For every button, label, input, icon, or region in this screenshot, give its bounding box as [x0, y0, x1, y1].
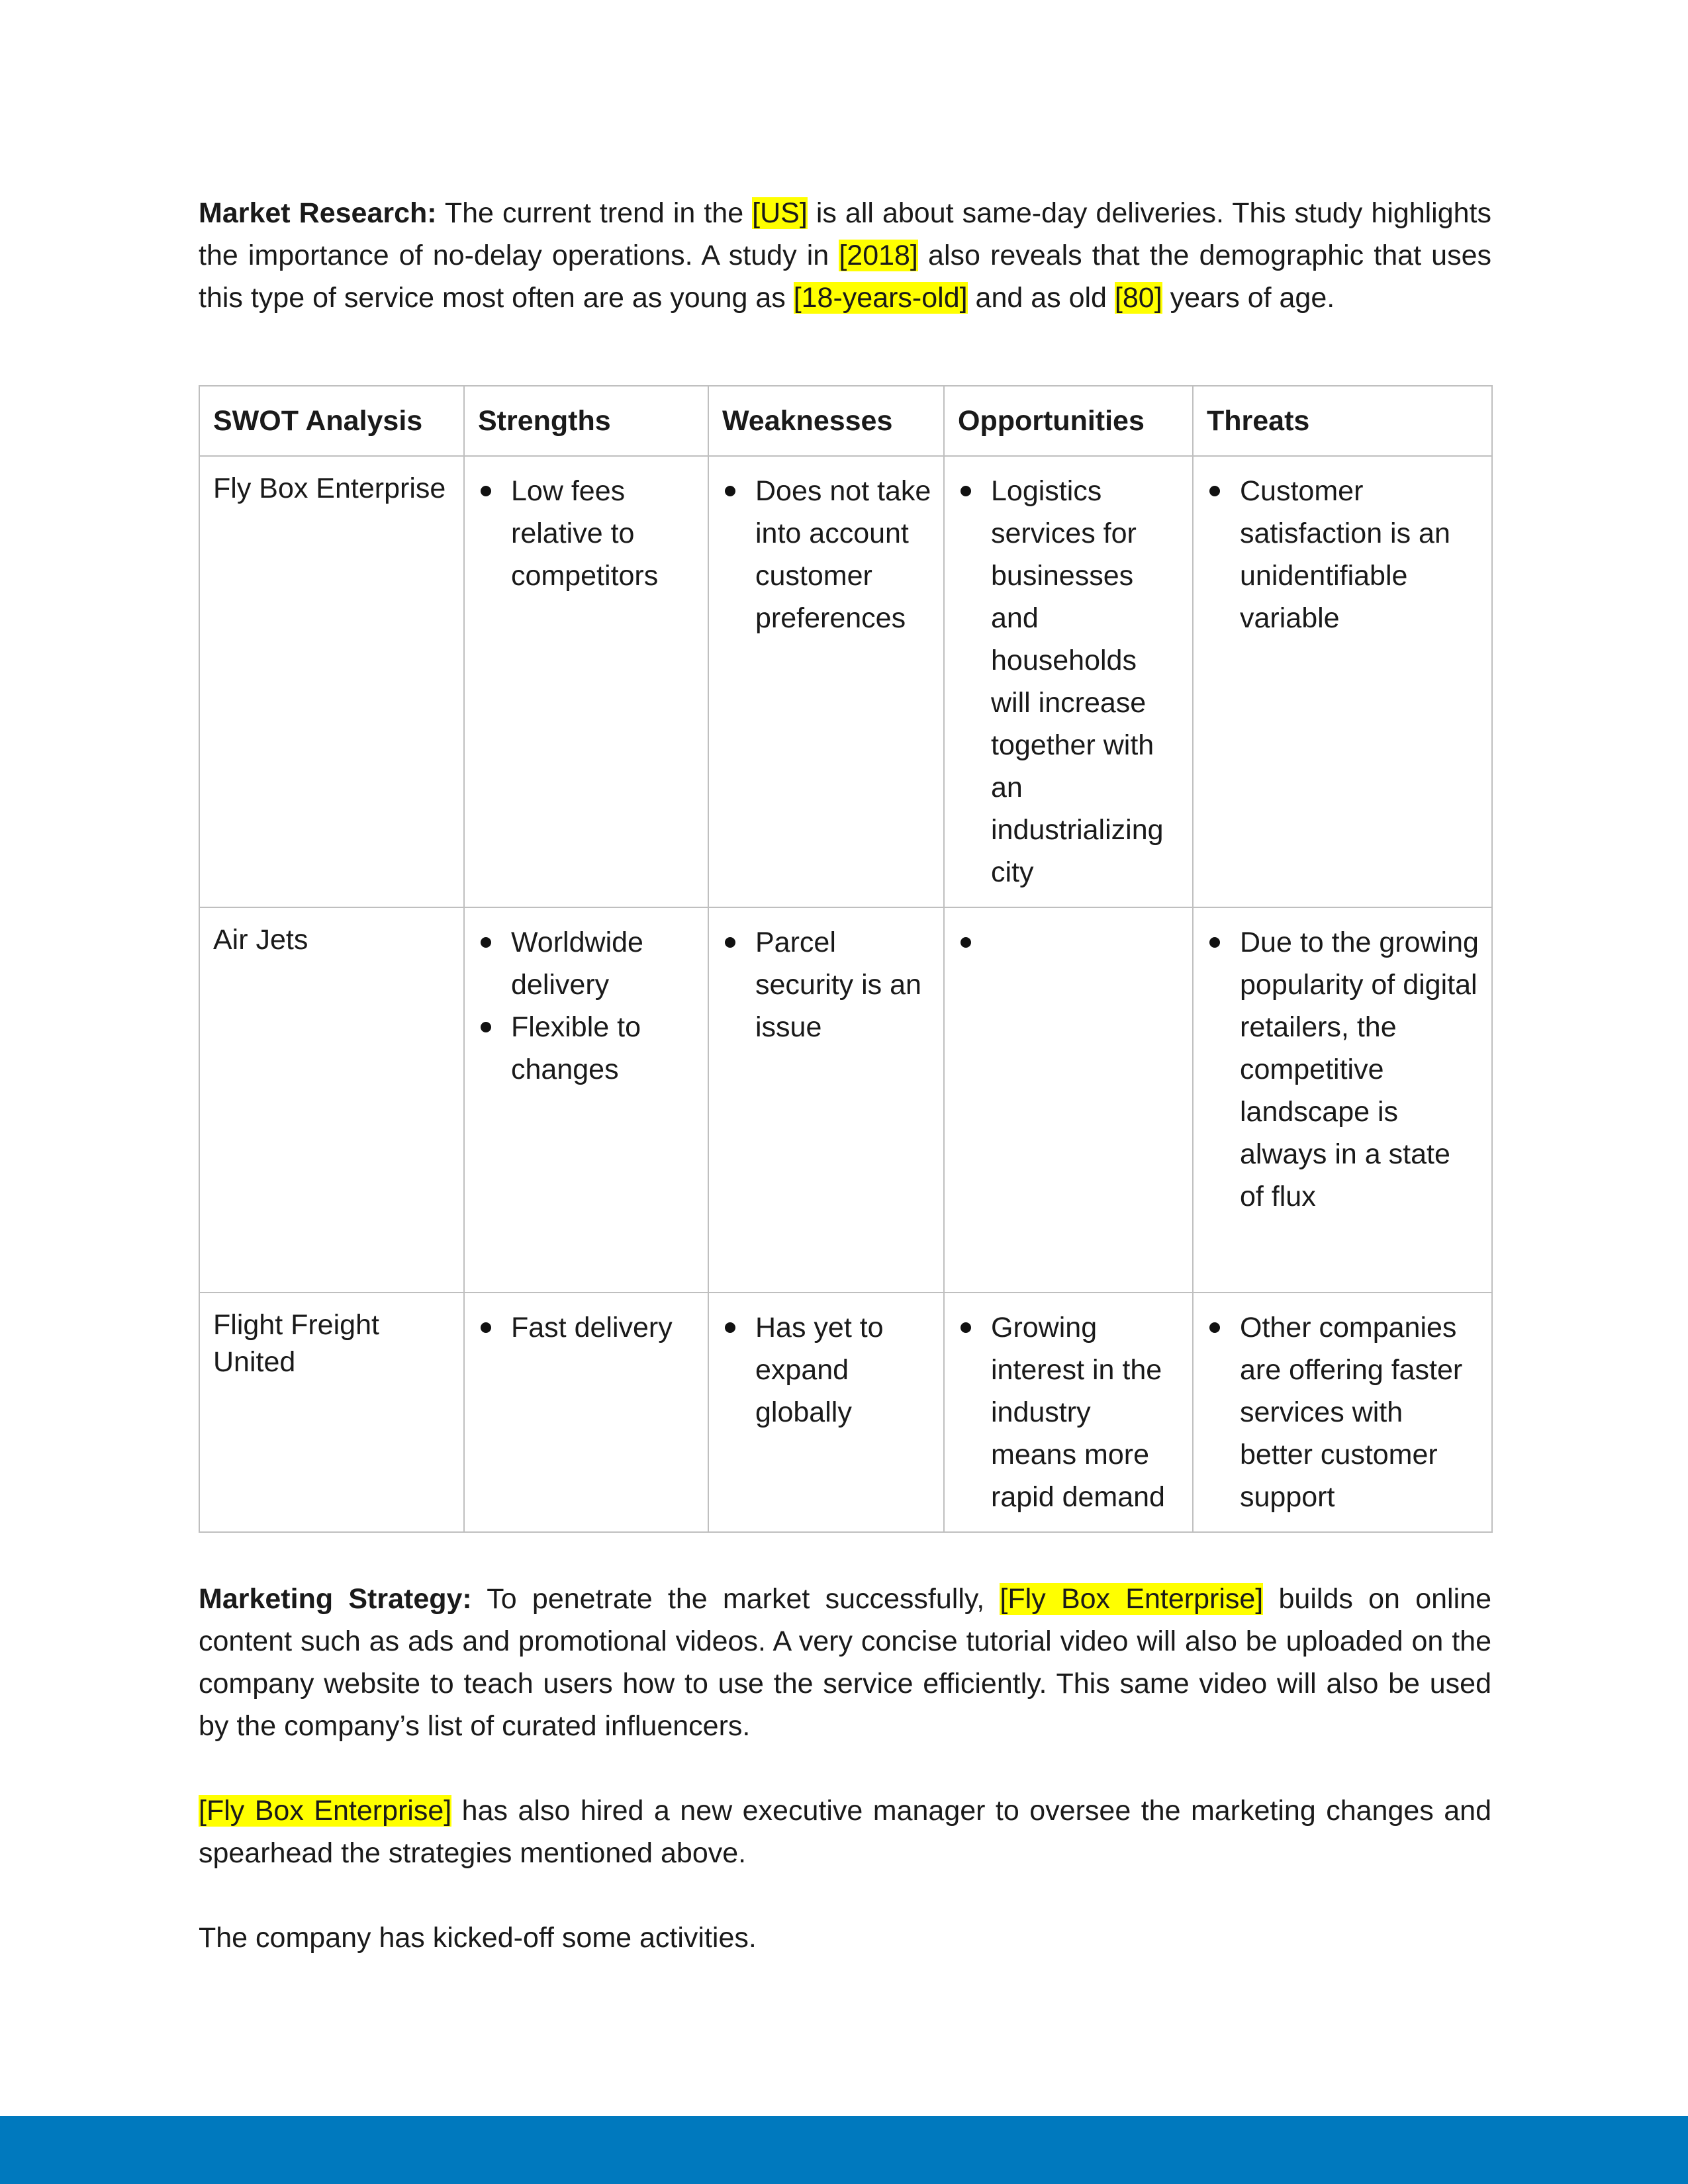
bullet-text: Does not take into account customer preferences — [755, 475, 931, 634]
text-run: is all about same-day deliveries. This study highlights the importance of no-delay operations. A study in — [199, 197, 1492, 271]
header-opportunities: Opportunities — [944, 386, 1193, 456]
highlight-company-name: [Fly Box Enterprise] — [1000, 1583, 1264, 1615]
market-research-paragraph — [199, 192, 1491, 319]
bullet-text: Parcel security is an issue — [755, 927, 921, 1043]
company-name: Flight Freight United — [213, 1309, 379, 1378]
bullet-icon — [481, 937, 491, 948]
list-item — [958, 470, 1180, 893]
text-run: To penetrate the market successfully, — [471, 1583, 1000, 1615]
text-run: The current trend in the — [436, 197, 753, 229]
threats-cell — [1193, 907, 1492, 1293]
table-row — [199, 456, 1492, 907]
highlight-year: [2018] — [839, 240, 918, 271]
swot-table — [199, 385, 1493, 1533]
text-run: builds on online content such as ads and promotional videos. A very concise tutorial video will also be uploaded on the company website to teach users how to use the service efficiently. This same video will also be used by the company’s list of curated influencers. — [199, 1583, 1491, 1742]
text-run: years of age. — [1162, 282, 1335, 314]
list-item — [722, 470, 931, 639]
text-run: and as old — [967, 282, 1115, 314]
highlight-country: [US] — [752, 197, 808, 229]
bullet-text: Has yet to expand globally — [755, 1312, 884, 1428]
bullet-icon — [961, 486, 971, 496]
bullet-icon — [725, 1322, 735, 1333]
marketing-strategy-heading: Marketing Strategy: — [199, 1583, 472, 1615]
bullet-text: Flexible to changes — [511, 1011, 641, 1085]
bullet-text: Fast delivery — [511, 1312, 673, 1343]
list-item — [478, 1006, 696, 1091]
bullet-text: Due to the growing popularity of digital retailers, the competitive landscape is always in a state of flux — [1240, 927, 1479, 1212]
bullet-icon — [725, 937, 735, 948]
bullet-text: Customer satisfaction is an unidentifiable variable — [1240, 475, 1450, 634]
list-item — [958, 921, 1180, 964]
list-item — [478, 921, 696, 1006]
weaknesses-cell — [708, 456, 944, 907]
list-item — [722, 921, 931, 1048]
hired-manager-paragraph — [199, 1790, 1491, 1874]
text-run: has also hired a new executive manager to oversee the marketing changes and spearhead the strategies mentioned above. — [199, 1795, 1491, 1869]
list-item — [1207, 470, 1479, 639]
company-name-cell — [199, 907, 464, 1293]
weaknesses-cell — [708, 907, 944, 1293]
bullet-icon — [481, 1022, 491, 1032]
bullet-icon — [1209, 1322, 1220, 1333]
market-research-heading: Market Research: — [199, 197, 437, 229]
bullet-icon — [961, 1322, 971, 1333]
weaknesses-cell — [708, 1293, 944, 1532]
bullet-icon — [1209, 486, 1220, 496]
strengths-cell — [464, 456, 708, 907]
threats-cell — [1193, 456, 1492, 907]
list-item — [478, 1306, 696, 1349]
marketing-strategy-paragraph — [199, 1578, 1491, 1747]
opportunities-cell — [944, 456, 1193, 907]
text-run: also reveals that the demographic that uses this type of service most often are as young as — [199, 240, 1491, 314]
kickoff-paragraph: The company has kicked-off some activities. — [199, 1922, 757, 1954]
company-name: Air Jets — [213, 924, 308, 956]
header-strengths: Strengths — [464, 386, 708, 456]
list-item — [1207, 921, 1479, 1218]
bullet-icon — [481, 1322, 491, 1333]
bullet-text: Growing interest in the industry means more rapid demand — [991, 1312, 1165, 1513]
bullet-icon — [961, 937, 971, 948]
threats-cell — [1193, 1293, 1492, 1532]
footer-bar — [0, 2116, 1688, 2184]
bullet-text: Other companies are offering faster services with better customer support — [1240, 1312, 1463, 1513]
document-page — [199, 192, 1491, 1959]
bullet-text: Worldwide delivery — [511, 927, 643, 1001]
list-item — [1207, 1306, 1479, 1518]
strengths-cell — [464, 1293, 708, 1532]
company-name-cell — [199, 456, 464, 907]
table-row — [199, 907, 1492, 1293]
highlight-max-age: [80] — [1114, 282, 1162, 314]
table-row — [199, 1293, 1492, 1532]
bullet-icon — [725, 486, 735, 496]
list-item — [958, 1306, 1180, 1518]
bullet-text: Low fees relative to competitors — [511, 475, 659, 592]
bullet-icon — [1209, 937, 1220, 948]
strengths-cell — [464, 907, 708, 1293]
highlight-company-name: [Fly Box Enterprise] — [199, 1795, 452, 1827]
opportunities-cell — [944, 907, 1193, 1293]
header-weaknesses: Weaknesses — [708, 386, 944, 456]
opportunities-cell — [944, 1293, 1193, 1532]
highlight-min-age: [18-years-old] — [793, 282, 968, 314]
list-item — [478, 470, 696, 597]
company-name-cell — [199, 1293, 464, 1532]
company-name: Fly Box Enterprise — [213, 473, 446, 504]
bullet-icon — [481, 486, 491, 496]
bullet-text: Logistics services for businesses and households will increase together with an industrializing city — [991, 475, 1164, 888]
header-swot-analysis: SWOT Analysis — [199, 386, 464, 456]
list-item — [722, 1306, 931, 1433]
header-threats: Threats — [1193, 386, 1492, 456]
swot-header-row — [199, 386, 1492, 456]
